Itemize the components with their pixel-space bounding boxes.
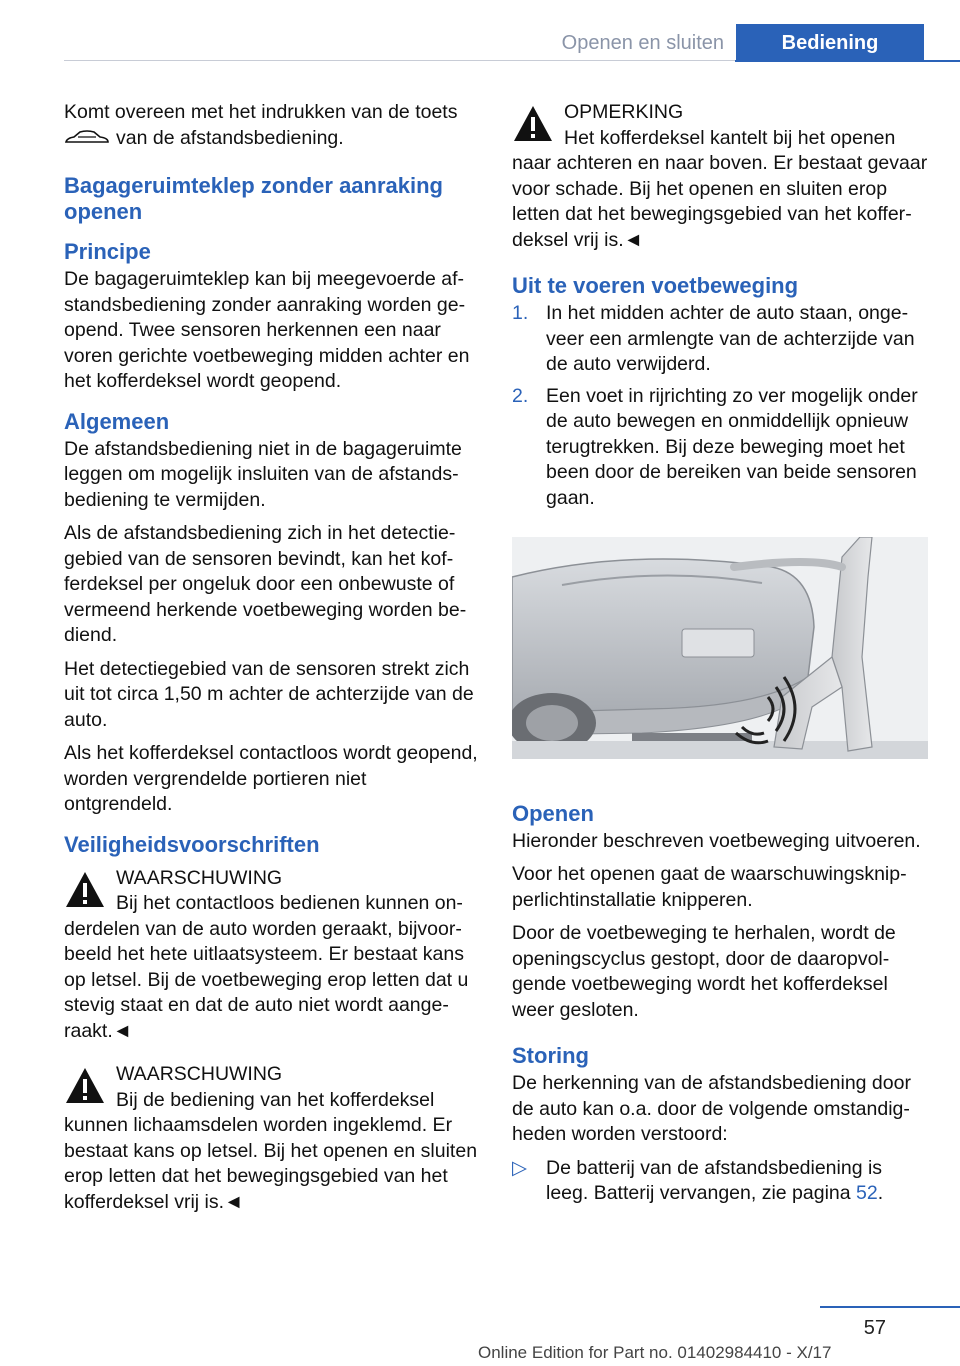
- steps-list: [512, 301, 928, 511]
- left-column: [64, 100, 480, 1223]
- warning-triangle-icon: [512, 104, 554, 144]
- algemeen-paragraph-4: Als het kofferdeksel contactloos wordt geopend, worden vergrendelde portieren niet ontgrendeld.: [64, 742, 478, 815]
- notice-box: [512, 100, 928, 253]
- principe-text: De bagageruimteklep kan bij meegevoerde afstandsbediening zonder aanraking worden geopend. Twee sensoren herkennen een naar voren gerichte voetbeweging midden achter en het kofferdeksel wordt geopend.: [64, 268, 470, 392]
- header-chapter-tab: Bediening: [736, 24, 924, 62]
- header-accent-line: [735, 60, 960, 62]
- page-link[interactable]: 52: [856, 1182, 878, 1204]
- step-text: In het midden achter de auto staan, ongeveer een armlengte van de achterzijde van de auto verwijderd.: [546, 302, 915, 375]
- right-column: [512, 100, 928, 1207]
- step-text: Een voet in rijrichting zo ver mogelijk onder de auto bewegen en onmiddellijk opnieuw terugtrekken. Bij deze beweging moet het been door de bereiken van beide sensoren gaan.: [546, 384, 918, 509]
- warning-1-title: WAARSCHUWING: [116, 866, 283, 889]
- step-number: 1.: [512, 302, 529, 324]
- veiligheid-heading: Veiligheidsvoorschriften: [64, 831, 320, 857]
- header-section-title: Openen en sluiten: [561, 32, 724, 54]
- algemeen-paragraph-1: De afstandsbediening niet in de bagageruimte leggen om mogelijk insluiten van de afstandsbediening te vermijden.: [64, 437, 462, 511]
- openen-paragraph-3: Door de voetbeweging te herhalen, wordt de openingscyclus gestopt, door de daaropvolgende voetbeweging wordt het kofferdeksel weer gesloten.: [512, 922, 896, 1021]
- algemeen-heading: Algemeen: [64, 408, 170, 434]
- warning-box-1: [64, 866, 480, 1045]
- foot-gesture-illustration: [512, 537, 928, 759]
- storing-heading: Storing: [512, 1043, 589, 1068]
- storing-paragraph: De herkenning van de afstandsbediening door de auto kan o.a. door de volgende omstandigheden worden verstoord:: [512, 1072, 911, 1145]
- algemeen-paragraph-3: Het detectiegebied van de sensoren strekt zich uit tot circa 1,50 m achter de achterzijde van de auto.: [64, 657, 474, 731]
- list-item: [512, 301, 928, 378]
- list-item: [512, 384, 928, 512]
- openen-paragraph-1: Hieronder beschreven voetbeweging uitvoeren.: [512, 829, 921, 852]
- page-number: 57: [863, 1317, 886, 1339]
- intro-paragraph: Komt overeen met het indrukken van de toets van de afstandsbediening.: [64, 101, 458, 149]
- page-header: [0, 0, 960, 62]
- algemeen-paragraph-2: Als de afstandsbediening zich in het detectiegebied van de sensoren bevindt, kan het kofferdeksel per ongeluk door een onbewuste of vermeend herkende voetbeweging worden bediend.: [64, 522, 467, 646]
- warning-1-text: Bij het contactloos bedienen kunnen onderdelen van de auto worden geraakt, bijvoorbeeld het hete uitlaatsysteem. Er bestaat kans op letsel. Bij de voetbeweging erop letten dat u stevig staat en dat de auto niet wordt aangeraakt.◄: [64, 892, 469, 1042]
- section-heading: Bagageruimteklep zonder aanraking openen: [64, 173, 443, 224]
- openen-paragraph-2: Voor het openen gaat de waarschuwingsknipperlichtinstallatie knipperen.: [512, 863, 907, 911]
- edition-text: Online Edition for Part no. 01402984410 - X/17: [478, 1343, 832, 1362]
- warning-2-text: Bij de bediening van het kofferdeksel kunnen lichaamsdelen worden ingeklemd. Er bestaat kans op letsel. Bij het openen en sluiten erop letten dat het bewegingsgebied van het kofferdeksel vrij is.◄: [64, 1088, 478, 1213]
- warning-box-2: [64, 1062, 480, 1215]
- warning-2-title: WAARSCHUWING: [116, 1063, 283, 1085]
- car-key-icon: [64, 129, 110, 147]
- footer-accent-line: [820, 1306, 960, 1308]
- principe-heading: Principe: [64, 239, 151, 264]
- warning-triangle-icon: [64, 1066, 106, 1106]
- triangle-bullet-icon: ▷: [512, 1156, 527, 1179]
- storing-list: [512, 1156, 928, 1207]
- notice-title: OPMERKING: [564, 101, 684, 123]
- notice-text: Het kofferdeksel kantelt bij het openen naar achteren en naar boven. Er bestaat gevaar voor schade. Bij het openen en sluiten erop letten dat het bewegingsgebied van het kofferdeksel vrij is.◄: [512, 126, 928, 251]
- voetbeweging-heading: Uit te voeren voetbeweging: [512, 273, 799, 298]
- warning-triangle-icon: [64, 870, 106, 910]
- openen-heading: Openen: [512, 800, 594, 826]
- header-divider: [64, 60, 735, 61]
- list-item: ▷ De batterij van de afstandsbediening is leeg. Batterij vervangen, zie pagina 52.: [512, 1156, 884, 1204]
- step-number: 2.: [512, 384, 529, 407]
